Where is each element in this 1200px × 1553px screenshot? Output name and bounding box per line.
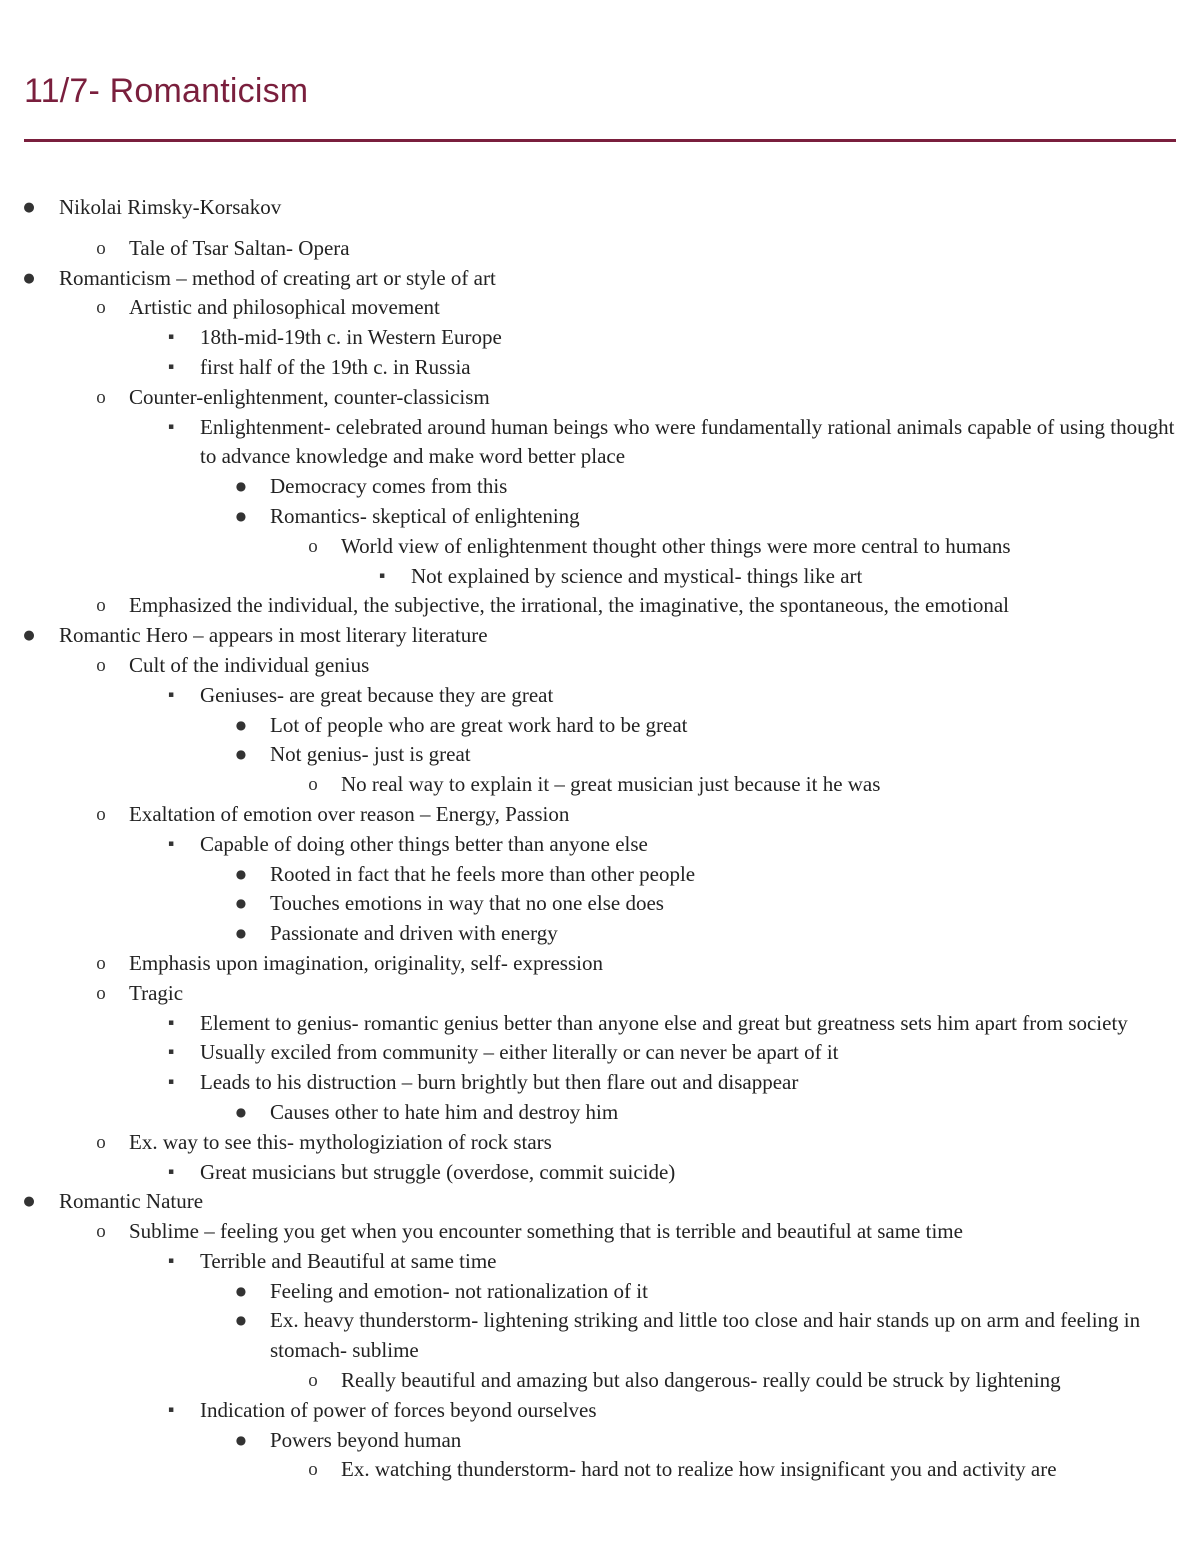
- outline-item-level-1: [0, 193, 1200, 223]
- outline-item-text: Causes other to hate him and destroy him: [270, 1099, 619, 1124]
- outline-item-text: 18th-mid-19th c. in Western Europe: [200, 325, 502, 350]
- outline-item-text: Leads to his distruction – burn brightly but then flare out and disappear: [200, 1070, 799, 1095]
- outline-item-level-3: [0, 681, 1200, 711]
- outline-item-text: Artistic and philosophical movement: [129, 295, 440, 320]
- outline-item-level-1: [0, 264, 1200, 294]
- bullet-icon: ●: [235, 1432, 247, 1447]
- outline-item-text: World view of enlightenment thought other things were more central to humans: [341, 533, 1011, 558]
- bullet-icon: ●: [23, 200, 35, 215]
- outline-item-text: Ex. heavy thunderstorm- lightening striking and little too close and hair stands up on arm and feeling in stomach- sublime: [270, 1308, 1141, 1363]
- outline-item-text: Ex. watching thunderstorm- hard not to realize how insignificant you and activity are: [341, 1457, 1057, 1482]
- bullet-icon: ▪: [167, 1404, 175, 1415]
- outline-item-level-2: [0, 979, 1200, 1009]
- bullet-icon: ●: [235, 866, 247, 881]
- bullet-icon: o: [96, 803, 106, 825]
- outline-item-text: Rooted in fact that he feels more than other people: [270, 861, 696, 886]
- outline-item-text: Exaltation of emotion over reason – Energy, Passion: [129, 801, 570, 826]
- bullet-icon: ▪: [167, 689, 175, 700]
- outline-item-level-3: [0, 413, 1200, 473]
- outline-item-level-1: [0, 621, 1200, 651]
- bullet-icon: o: [96, 386, 106, 408]
- bullet-icon: ●: [235, 508, 247, 523]
- outline-item-text: Sublime – feeling you get when you encounter something that is terrible and beautiful at same time: [129, 1219, 963, 1244]
- bullet-icon: ●: [235, 747, 247, 762]
- outline-item-level-2: [0, 800, 1200, 830]
- bullet-icon: ▪: [167, 1166, 175, 1177]
- outline-item-text: Nikolai Rimsky-Korsakov: [59, 195, 282, 219]
- outline-item-text: Tragic: [129, 980, 184, 1005]
- bullet-icon: o: [308, 535, 318, 557]
- outline-item-text: Cult of the individual genius: [129, 652, 370, 677]
- bullet-icon: ●: [235, 926, 247, 941]
- notes-outline: [0, 193, 1200, 1485]
- bullet-icon: o: [96, 1131, 106, 1153]
- outline-item-level-3: [0, 323, 1200, 353]
- outline-item-level-4: [0, 1426, 1200, 1456]
- outline-item-level-3: [0, 830, 1200, 860]
- bullet-icon: ▪: [378, 570, 386, 581]
- outline-item-text: Enlightenment- celebrated around human beings who were fundamentally rational animals capable of using thought to advance knowledge and make word better place: [200, 414, 1175, 469]
- bullet-icon: ●: [23, 628, 35, 644]
- bullet-icon: ▪: [167, 1255, 175, 1266]
- outline-item-level-3: [0, 1038, 1200, 1068]
- bullet-icon: ▪: [167, 838, 175, 849]
- bullet-icon: o: [96, 1221, 106, 1243]
- outline-item-level-4: [0, 1306, 1200, 1366]
- bullet-icon: o: [96, 952, 106, 974]
- outline-item-level-3: [0, 1009, 1200, 1039]
- outline-item-text: Passionate and driven with energy: [270, 921, 558, 946]
- outline-item-level-4: [0, 919, 1200, 949]
- outline-item-level-4: [0, 860, 1200, 890]
- page-title: 11/7- Romanticism: [24, 72, 309, 110]
- bullet-icon: o: [308, 1370, 318, 1392]
- outline-item-level-2: [0, 651, 1200, 681]
- outline-item-level-5: [0, 1455, 1200, 1485]
- bullet-icon: ●: [235, 717, 247, 732]
- bullet-icon: o: [96, 982, 106, 1004]
- bullet-icon: ▪: [167, 1017, 175, 1028]
- outline-item-text: Indication of power of forces beyond ourselves: [200, 1397, 597, 1422]
- outline-item-level-5: [0, 532, 1200, 562]
- outline-item-level-1: [0, 1187, 1200, 1217]
- outline-item-text: Feeling and emotion- not rationalization of it: [270, 1278, 648, 1303]
- outline-item-text: Counter-enlightenment, counter-classicism: [129, 384, 490, 409]
- outline-item-level-2: [0, 383, 1200, 413]
- outline-item-text: Capable of doing other things better than anyone else: [200, 831, 648, 856]
- bullet-icon: ●: [235, 1104, 247, 1119]
- outline-item-text: Touches emotions in way that no one else does: [270, 891, 664, 916]
- outline-item-level-4: [0, 1277, 1200, 1307]
- outline-item-level-6: [0, 562, 1200, 592]
- outline-item-level-4: [0, 740, 1200, 770]
- bullet-icon: o: [308, 1459, 318, 1481]
- outline-item-text: Tale of Tsar Saltan- Opera: [129, 235, 350, 260]
- outline-item-text: Element to genius- romantic genius better than anyone else and great but greatness sets him apart from society: [200, 1010, 1128, 1035]
- outline-item-level-3: [0, 1158, 1200, 1188]
- outline-item-text: Terrible and Beautiful at same time: [200, 1248, 497, 1273]
- outline-item-level-3: [0, 1247, 1200, 1277]
- outline-item-text: Emphasized the individual, the subjective, the irrational, the imaginative, the spontaneous, the emotional: [129, 593, 1010, 618]
- outline-item-text: Romantic Nature: [59, 1189, 204, 1214]
- outline-item-text: first half of the 19th c. in Russia: [200, 354, 471, 379]
- outline-item-text: Ex. way to see this- mythologiziation of rock stars: [129, 1129, 552, 1154]
- outline-item-level-3: [0, 1068, 1200, 1098]
- outline-item-level-5: [0, 1366, 1200, 1396]
- bullet-icon: ▪: [167, 332, 175, 343]
- outline-item-text: Powers beyond human: [270, 1427, 462, 1452]
- bullet-icon: o: [96, 595, 106, 617]
- outline-item-text: Romantics- skeptical of enlightening: [270, 503, 580, 528]
- bullet-icon: ●: [235, 1313, 247, 1328]
- outline-item-text: Geniuses- are great because they are great: [200, 682, 554, 707]
- outline-item-level-4: [0, 711, 1200, 741]
- bullet-icon: ▪: [167, 1047, 175, 1058]
- outline-item-text: Emphasis upon imagination, originality, self- expression: [129, 950, 603, 975]
- bullet-icon: ●: [23, 270, 35, 286]
- bullet-icon: o: [96, 654, 106, 676]
- bullet-icon: o: [308, 774, 318, 796]
- spacer: [0, 223, 1200, 234]
- outline-item-level-2: [0, 234, 1200, 264]
- bullet-icon: ●: [23, 1194, 35, 1210]
- bullet-icon: ▪: [167, 1077, 175, 1088]
- bullet-icon: o: [96, 237, 106, 259]
- outline-item-level-4: [0, 889, 1200, 919]
- bullet-icon: ●: [235, 896, 247, 911]
- outline-item-level-2: [0, 1217, 1200, 1247]
- outline-item-text: Democracy comes from this: [270, 474, 508, 499]
- bullet-icon: o: [96, 297, 106, 319]
- outline-item-level-4: [0, 472, 1200, 502]
- bullet-icon: ●: [235, 1283, 247, 1298]
- outline-item-level-2: [0, 949, 1200, 979]
- outline-item-level-3: [0, 353, 1200, 383]
- outline-item-level-2: [0, 1128, 1200, 1158]
- outline-item-level-2: [0, 591, 1200, 621]
- outline-item-level-3: [0, 1396, 1200, 1426]
- bullet-icon: ▪: [167, 361, 175, 372]
- outline-item-text: Romanticism – method of creating art or style of art: [59, 265, 496, 290]
- outline-item-text: Romantic Hero – appears in most literary literature: [59, 623, 488, 648]
- outline-item-level-2: [0, 293, 1200, 323]
- outline-item-level-4: [0, 502, 1200, 532]
- outline-item-text: Great musicians but struggle (overdose, commit suicide): [200, 1159, 676, 1184]
- outline-item-text: Not explained by science and mystical- things like art: [411, 563, 863, 588]
- outline-item-level-5: [0, 770, 1200, 800]
- bullet-icon: ●: [235, 479, 247, 494]
- bullet-icon: ▪: [167, 421, 175, 432]
- outline-item-text: Not genius- just is great: [270, 742, 471, 767]
- outline-item-text: No real way to explain it – great musician just because it he was: [341, 772, 881, 797]
- outline-item-text: Usually exciled from community – either literally or can never be apart of it: [200, 1040, 839, 1065]
- outline-item-level-4: [0, 1098, 1200, 1128]
- outline-item-text: Lot of people who are great work hard to be great: [270, 712, 688, 737]
- title-underline: [24, 139, 1176, 142]
- outline-item-text: Really beautiful and amazing but also dangerous- really could be struck by lightening: [341, 1368, 1061, 1393]
